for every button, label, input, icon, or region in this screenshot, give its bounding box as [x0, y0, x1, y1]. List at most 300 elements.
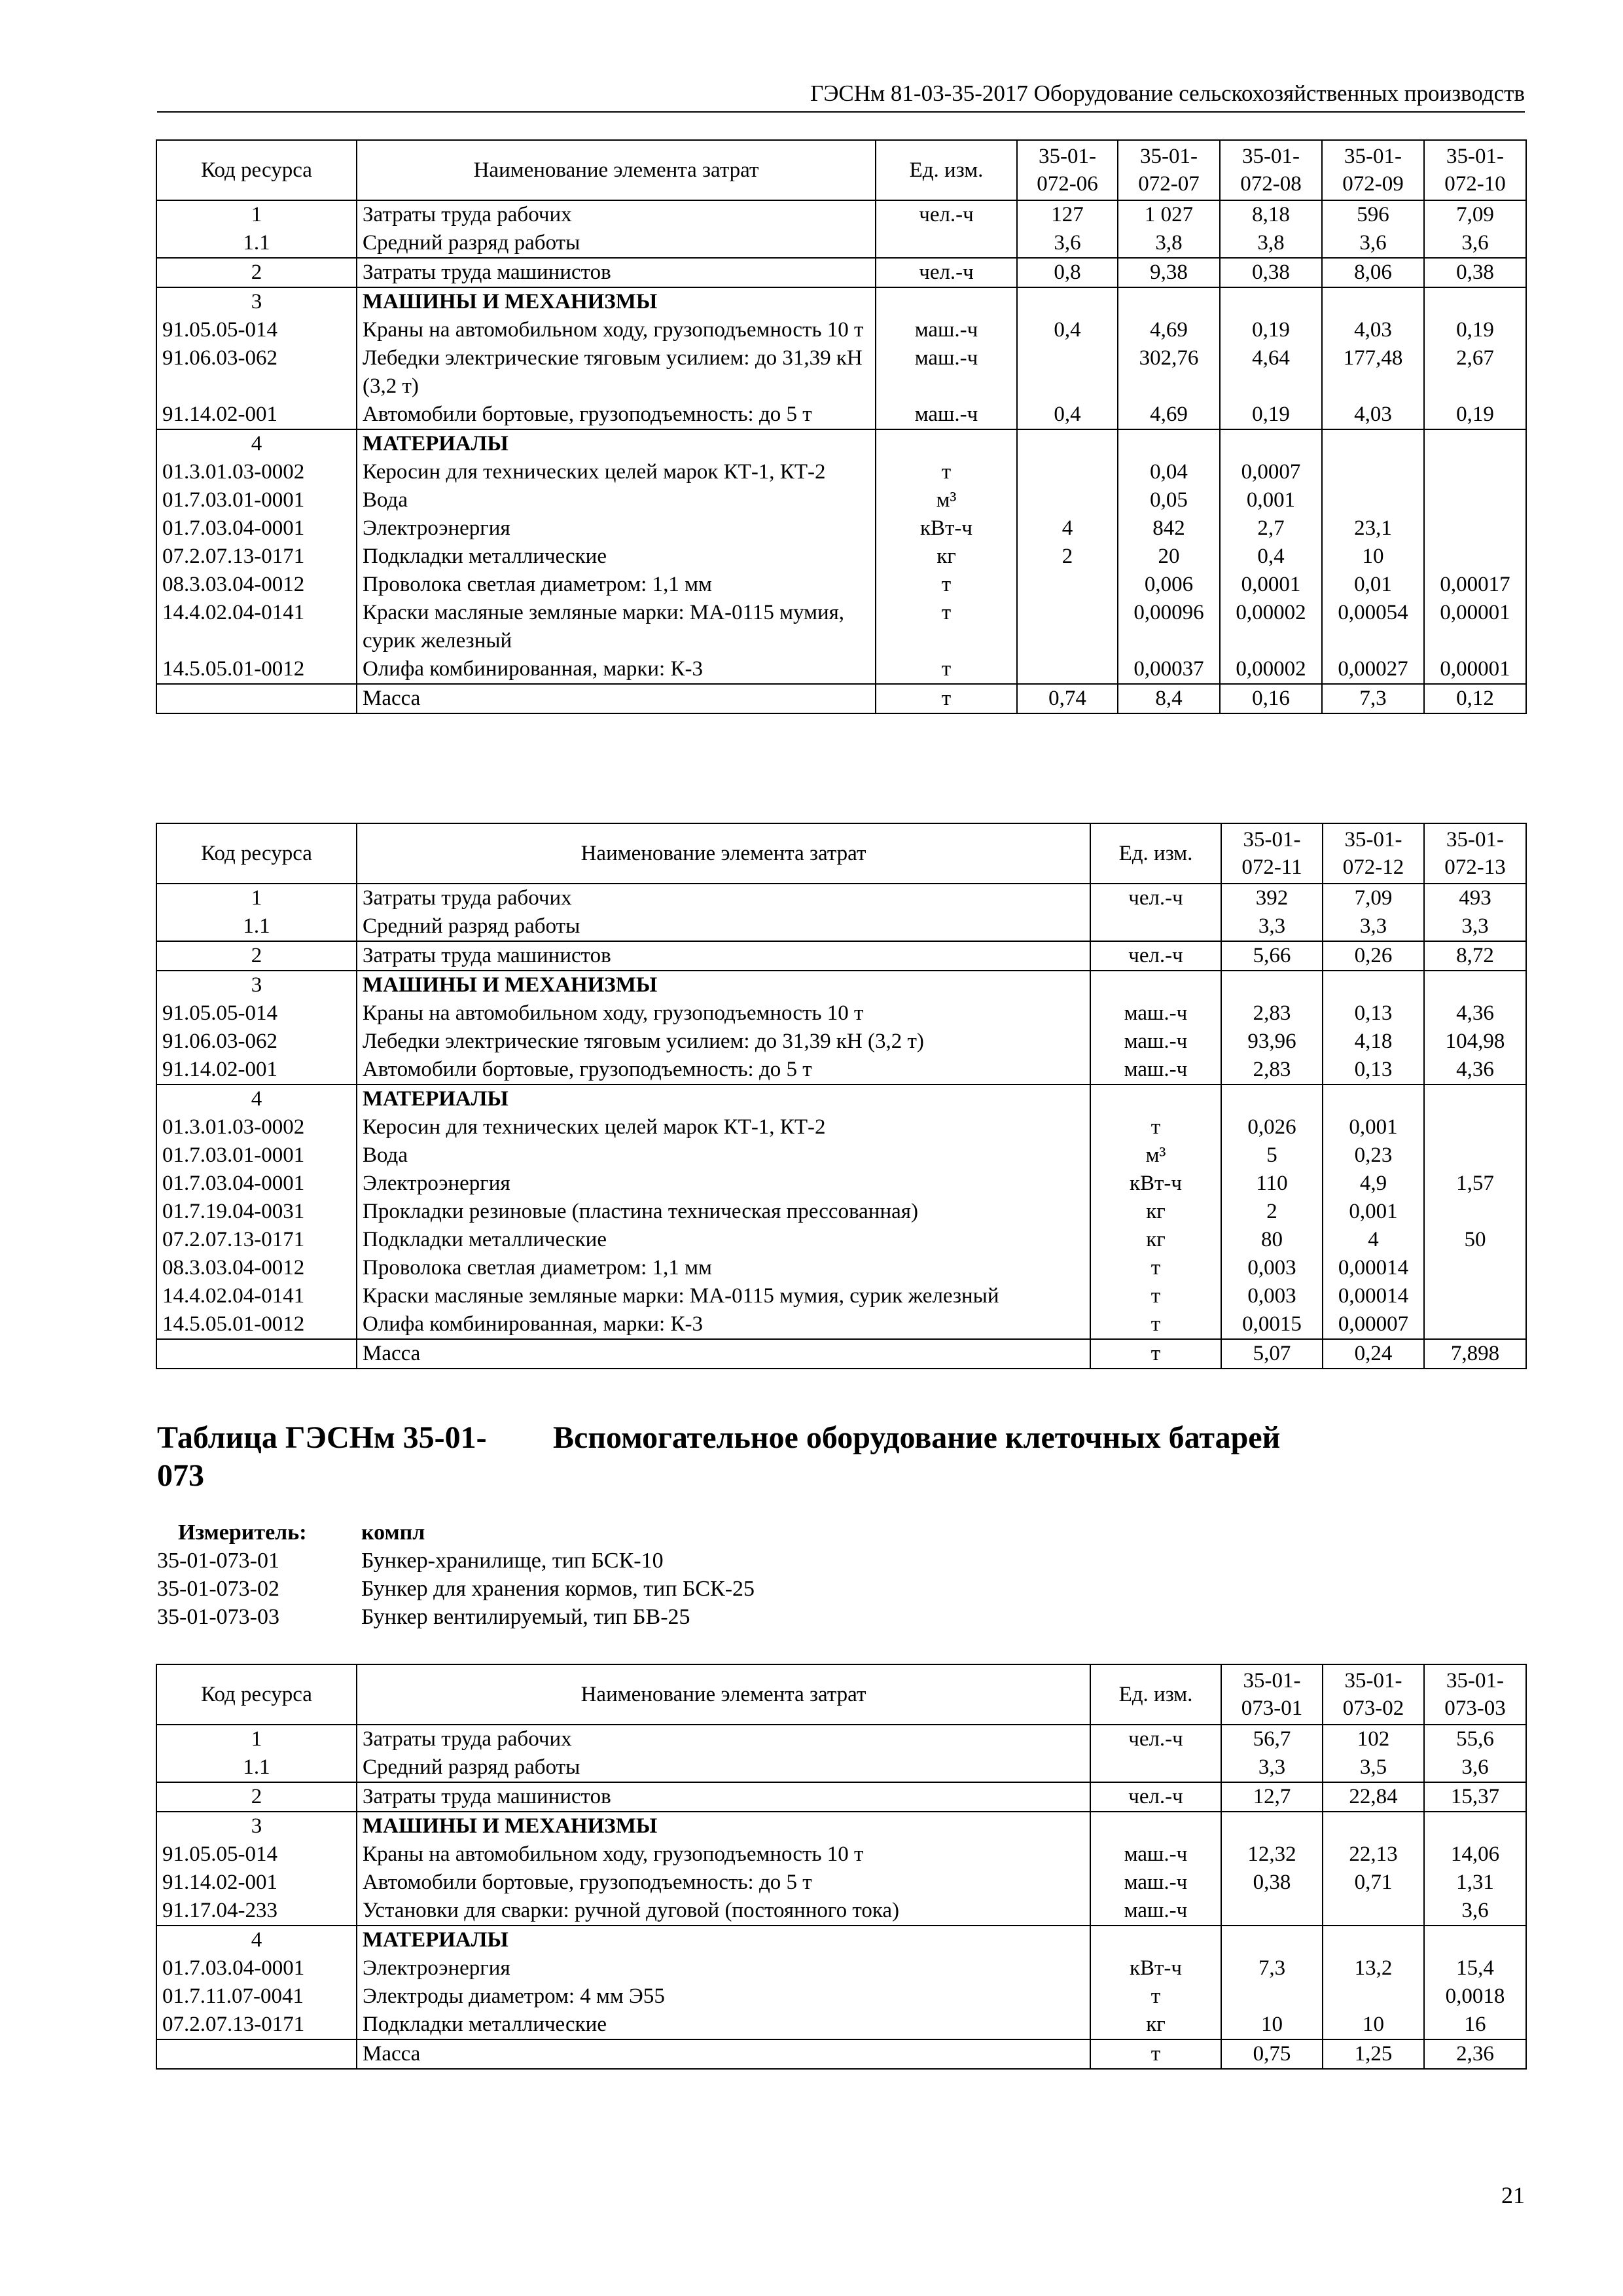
- table-row: [156, 1113, 1526, 1141]
- col-header-name: Наименование элемента затрат: [357, 823, 1090, 884]
- cost-element-name: Краски масляные земляные марки: МА-0115 мумия, сурик железный: [357, 599, 876, 655]
- value-cell: [1221, 1982, 1323, 2011]
- unit: т: [876, 655, 1017, 684]
- value-cell: 596: [1322, 200, 1424, 229]
- unit: кВт-ч: [876, 514, 1017, 543]
- resource-code: 01.7.03.04-0001: [156, 1170, 357, 1198]
- cost-element-name: Масса: [357, 1339, 1090, 1369]
- col-header-code: Код ресурса: [156, 823, 357, 884]
- value-cell: 13,2: [1323, 1954, 1424, 1982]
- table-row: [156, 912, 1526, 941]
- value-cell: 1,57: [1424, 1170, 1526, 1198]
- value-cell: 8,4: [1118, 684, 1220, 713]
- value-cell: 0,38: [1424, 258, 1526, 287]
- value-cell: [1322, 429, 1424, 458]
- unit: чел.-ч: [876, 258, 1017, 287]
- value-cell: 0,00007: [1323, 1310, 1424, 1339]
- unit: т: [876, 571, 1017, 599]
- col-header-line: 35-01-: [1446, 1669, 1504, 1693]
- measure-item-text: Бункер для хранения кормов, тип БСК-25: [361, 1577, 755, 1601]
- resource-code: 91.05.05-014: [156, 1840, 357, 1869]
- value-cell: 493: [1424, 884, 1526, 912]
- resource-code: 4: [156, 1085, 357, 1113]
- value-cell: 22,84: [1323, 1782, 1424, 1812]
- table-row: [156, 543, 1526, 571]
- unit: [876, 229, 1017, 258]
- value-cell: 177,48: [1322, 344, 1424, 401]
- unit: т: [1090, 1113, 1221, 1141]
- resource-code: 1: [156, 884, 357, 912]
- cost-element-name: Затраты труда машинистов: [357, 941, 1090, 971]
- table-row: [156, 458, 1526, 486]
- value-cell: [1017, 287, 1118, 316]
- unit: маш.-ч: [1090, 1840, 1221, 1869]
- resource-code: 4: [156, 1926, 357, 1954]
- resource-code: 3: [156, 1812, 357, 1840]
- value-cell: 0,00001: [1424, 599, 1526, 655]
- value-cell: 0,26: [1323, 941, 1424, 971]
- value-cell: [1424, 1282, 1526, 1310]
- value-cell: [1424, 1812, 1526, 1840]
- table-row: [156, 1339, 1526, 1369]
- unit: [876, 429, 1017, 458]
- table-row: [156, 684, 1526, 713]
- col-header-name: Наименование элемента затрат: [357, 140, 876, 200]
- value-cell: 4,9: [1323, 1170, 1424, 1198]
- value-cell: 3,5: [1323, 1753, 1424, 1782]
- value-cell: [1323, 1812, 1424, 1840]
- table-row: [156, 971, 1526, 999]
- table-title: Вспомогательное оборудование клеточных батарей: [553, 1420, 1281, 1455]
- value-cell: [1323, 1982, 1424, 2011]
- value-cell: 3,3: [1323, 912, 1424, 941]
- value-cell: 55,6: [1424, 1725, 1526, 1753]
- unit: т: [1090, 2039, 1221, 2069]
- cost-element-name: МАТЕРИАЛЫ: [357, 1085, 1090, 1113]
- value-cell: 392: [1221, 884, 1323, 912]
- unit: [1090, 1085, 1221, 1113]
- col-header-line: 072-11: [1241, 855, 1302, 879]
- col-header-line: 35-01-: [1039, 145, 1096, 168]
- resource-code: 91.06.03-062: [156, 1028, 357, 1056]
- resource-code: 01.7.11.07-0041: [156, 1982, 357, 2011]
- table-row: [156, 1028, 1526, 1056]
- table-row: [156, 514, 1526, 543]
- cost-element-name: МАТЕРИАЛЫ: [357, 429, 876, 458]
- resource-code: 07.2.07.13-0171: [156, 2011, 357, 2039]
- cost-element-name: Автомобили бортовые, грузоподъемность: до 5 т: [357, 1869, 1090, 1897]
- col-header-value: [1118, 140, 1220, 200]
- value-cell: 4: [1017, 514, 1118, 543]
- unit: маш.-ч: [876, 401, 1017, 429]
- cost-element-name: Лебедки электрические тяговым усилием: до 31,39 кН (3,2 т): [357, 344, 876, 401]
- unit: чел.-ч: [1090, 941, 1221, 971]
- value-cell: 4,64: [1220, 344, 1322, 401]
- col-header-value: [1323, 1664, 1424, 1725]
- value-cell: [1322, 287, 1424, 316]
- value-cell: 0,00002: [1220, 599, 1322, 655]
- col-header-line: 35-01-: [1243, 828, 1301, 852]
- value-cell: 0,13: [1323, 1056, 1424, 1085]
- value-cell: 4,03: [1322, 401, 1424, 429]
- cost-element-name: Проволока светлая диаметром: 1,1 мм: [357, 571, 876, 599]
- page-number: 21: [1501, 2182, 1525, 2208]
- value-cell: 0,4: [1017, 401, 1118, 429]
- value-cell: 2,83: [1221, 999, 1323, 1028]
- col-header-code: Код ресурса: [156, 1664, 357, 1725]
- value-cell: 1,25: [1323, 2039, 1424, 2069]
- value-cell: 3,6: [1424, 1897, 1526, 1926]
- table-row: [156, 1085, 1526, 1113]
- resource-code: 3: [156, 287, 357, 316]
- col-header-name: Наименование элемента затрат: [357, 1664, 1090, 1725]
- value-cell: 302,76: [1118, 344, 1220, 401]
- value-cell: [1017, 429, 1118, 458]
- col-header-line: 35-01-: [1242, 145, 1300, 168]
- cost-element-name: МАШИНЫ И МЕХАНИЗМЫ: [357, 1812, 1090, 1840]
- table-row: [156, 1782, 1526, 1812]
- value-cell: 23,1: [1322, 514, 1424, 543]
- value-cell: [1323, 1085, 1424, 1113]
- value-cell: 0,00054: [1322, 599, 1424, 655]
- value-cell: [1424, 287, 1526, 316]
- value-cell: 4,36: [1424, 1056, 1526, 1085]
- unit: т: [1090, 1339, 1221, 1369]
- unit: кВт-ч: [1090, 1170, 1221, 1198]
- cost-element-name: Лебедки электрические тяговым усилием: до 31,39 кН (3,2 т): [357, 1028, 1090, 1056]
- value-cell: [1017, 486, 1118, 514]
- page-header: ГЭСНм 81-03-35-2017 Оборудование сельскохозяйственных производств: [157, 77, 1525, 113]
- value-cell: 102: [1323, 1725, 1424, 1753]
- resource-code: 14.5.05.01-0012: [156, 655, 357, 684]
- resource-code: 01.7.03.04-0001: [156, 514, 357, 543]
- value-cell: 0,026: [1221, 1113, 1323, 1141]
- value-cell: 4,69: [1118, 316, 1220, 344]
- value-cell: 0,16: [1220, 684, 1322, 713]
- col-header-line: 073-02: [1342, 1696, 1404, 1720]
- table-row: [156, 316, 1526, 344]
- value-cell: 8,72: [1424, 941, 1526, 971]
- resource-code: 01.3.01.03-0002: [156, 458, 357, 486]
- col-header-unit: Ед. изм.: [1090, 823, 1221, 884]
- value-cell: 0,19: [1220, 401, 1322, 429]
- table-row: [156, 429, 1526, 458]
- resource-code: 14.4.02.04-0141: [156, 599, 357, 655]
- value-cell: 7,3: [1221, 1954, 1323, 1982]
- header-row: [156, 140, 1526, 200]
- measure-item-code: 35-01-073-01: [157, 1549, 279, 1573]
- value-cell: 7,09: [1323, 884, 1424, 912]
- table-row: [156, 401, 1526, 429]
- value-cell: 16: [1424, 2011, 1526, 2039]
- value-cell: 0,8: [1017, 258, 1118, 287]
- value-cell: [1424, 486, 1526, 514]
- value-cell: [1221, 1085, 1323, 1113]
- value-cell: [1017, 599, 1118, 655]
- value-cell: 80: [1221, 1226, 1323, 1254]
- value-cell: 127: [1017, 200, 1118, 229]
- unit: маш.-ч: [876, 316, 1017, 344]
- resource-table-073: [156, 1664, 1527, 2070]
- table-row: [156, 2039, 1526, 2069]
- unit: т: [1090, 1982, 1221, 2011]
- value-cell: 7,3: [1322, 684, 1424, 713]
- value-cell: 0,24: [1323, 1339, 1424, 1369]
- resource-code: 91.17.04-233: [156, 1897, 357, 1926]
- unit: маш.-ч: [876, 344, 1017, 401]
- value-cell: 10: [1322, 543, 1424, 571]
- cost-element-name: Проволока светлая диаметром: 1,1 мм: [357, 1254, 1090, 1282]
- value-cell: 0,75: [1221, 2039, 1323, 2069]
- resource-code: 14.5.05.01-0012: [156, 1310, 357, 1339]
- resource-code: 91.05.05-014: [156, 316, 357, 344]
- value-cell: 2,36: [1424, 2039, 1526, 2069]
- unit: маш.-ч: [1090, 1869, 1221, 1897]
- resource-code: 1.1: [156, 229, 357, 258]
- col-header-line: 35-01-: [1243, 1669, 1301, 1693]
- value-cell: 12,32: [1221, 1840, 1323, 1869]
- value-cell: 4,03: [1322, 316, 1424, 344]
- table-row: [156, 1725, 1526, 1753]
- value-cell: 0,0001: [1220, 571, 1322, 599]
- value-cell: 0,38: [1220, 258, 1322, 287]
- col-header-value: [1221, 1664, 1323, 1725]
- measure-item-text: Бункер-хранилище, тип БСК-10: [361, 1549, 664, 1573]
- unit: т: [876, 684, 1017, 713]
- value-cell: 4: [1323, 1226, 1424, 1254]
- cost-element-name: Подкладки металлические: [357, 543, 876, 571]
- cost-element-name: Олифа комбинированная, марки: К-3: [357, 655, 876, 684]
- table-row: [156, 1812, 1526, 1840]
- value-cell: 3,3: [1424, 912, 1526, 941]
- value-cell: 0,05: [1118, 486, 1220, 514]
- unit: т: [1090, 1254, 1221, 1282]
- measure-item-code: 35-01-073-03: [157, 1605, 279, 1629]
- value-cell: 10: [1323, 2011, 1424, 2039]
- resource-code: 91.14.02-001: [156, 401, 357, 429]
- value-cell: 3,3: [1221, 1753, 1323, 1782]
- table-row: [156, 941, 1526, 971]
- col-header-line: 35-01-: [1140, 145, 1198, 168]
- col-header-value: [1323, 823, 1424, 884]
- value-cell: 8,18: [1220, 200, 1322, 229]
- table-row: [156, 1141, 1526, 1170]
- resource-code: 1: [156, 200, 357, 229]
- col-header-line: 35-01-: [1446, 145, 1504, 168]
- value-cell: 9,38: [1118, 258, 1220, 287]
- value-cell: 93,96: [1221, 1028, 1323, 1056]
- table-row: [156, 1982, 1526, 2011]
- value-cell: [1322, 486, 1424, 514]
- value-cell: [1424, 458, 1526, 486]
- col-header-line: 072-09: [1342, 172, 1404, 196]
- table-row: [156, 1926, 1526, 1954]
- value-cell: [1424, 514, 1526, 543]
- value-cell: [1424, 1141, 1526, 1170]
- value-cell: 2,7: [1220, 514, 1322, 543]
- value-cell: 1 027: [1118, 200, 1220, 229]
- value-cell: [1323, 1897, 1424, 1926]
- value-cell: 2,67: [1424, 344, 1526, 401]
- cost-element-name: МАШИНЫ И МЕХАНИЗМЫ: [357, 287, 876, 316]
- value-cell: 7,898: [1424, 1339, 1526, 1369]
- cost-element-name: Краны на автомобильном ходу, грузоподъемность 10 т: [357, 1840, 1090, 1869]
- resource-code: 1: [156, 1725, 357, 1753]
- table-row: [156, 599, 1526, 655]
- value-cell: [1221, 971, 1323, 999]
- table-row: [156, 1954, 1526, 1982]
- value-cell: 0,00037: [1118, 655, 1220, 684]
- col-header-value: [1424, 140, 1526, 200]
- cost-element-name: МАТЕРИАЛЫ: [357, 1926, 1090, 1954]
- resource-code: 01.7.03.01-0001: [156, 486, 357, 514]
- resource-code: 2: [156, 1782, 357, 1812]
- value-cell: 0,04: [1118, 458, 1220, 486]
- value-cell: 15,37: [1424, 1782, 1526, 1812]
- value-cell: 8,06: [1322, 258, 1424, 287]
- col-header-line: 35-01-: [1344, 828, 1402, 852]
- measure-value: компл: [361, 1520, 425, 1545]
- value-cell: [1424, 1113, 1526, 1141]
- resource-code: 91.05.05-014: [156, 999, 357, 1028]
- table-row: [156, 1056, 1526, 1085]
- unit: [1090, 1812, 1221, 1840]
- value-cell: 5,07: [1221, 1339, 1323, 1369]
- value-cell: 4,18: [1323, 1028, 1424, 1056]
- unit: т: [1090, 1282, 1221, 1310]
- col-header-value: [1221, 823, 1323, 884]
- resource-code: 01.7.19.04-0031: [156, 1198, 357, 1226]
- value-cell: [1424, 971, 1526, 999]
- value-cell: 3,3: [1221, 912, 1323, 941]
- table-row: [156, 1198, 1526, 1226]
- unit: т: [1090, 1310, 1221, 1339]
- table-row: [156, 999, 1526, 1028]
- col-header-line: 073-01: [1241, 1696, 1303, 1720]
- cost-element-name: Установки для сварки: ручной дуговой (постоянного тока): [357, 1897, 1090, 1926]
- unit: чел.-ч: [1090, 1782, 1221, 1812]
- cost-element-name: Электроэнергия: [357, 1954, 1090, 1982]
- unit: маш.-ч: [1090, 1897, 1221, 1926]
- resource-code: [156, 1339, 357, 1369]
- resource-code: 91.14.02-001: [156, 1869, 357, 1897]
- value-cell: 56,7: [1221, 1725, 1323, 1753]
- cost-element-name: Керосин для технических целей марок КТ-1, КТ-2: [357, 1113, 1090, 1141]
- col-header-unit: Ед. изм.: [1090, 1664, 1221, 1725]
- value-cell: 0,00014: [1323, 1282, 1424, 1310]
- unit: маш.-ч: [1090, 999, 1221, 1028]
- cost-element-name: Вода: [357, 1141, 1090, 1170]
- unit: маш.-ч: [1090, 1056, 1221, 1085]
- value-cell: [1424, 1085, 1526, 1113]
- value-cell: 0,001: [1220, 486, 1322, 514]
- header-row: [156, 823, 1526, 884]
- value-cell: [1118, 287, 1220, 316]
- col-header-line: 072-06: [1037, 172, 1098, 196]
- cost-element-name: Автомобили бортовые, грузоподъемность: до 5 т: [357, 1056, 1090, 1085]
- col-header-value: [1017, 140, 1118, 200]
- value-cell: 0,00096: [1118, 599, 1220, 655]
- value-cell: 0,23: [1323, 1141, 1424, 1170]
- unit: кг: [876, 543, 1017, 571]
- value-cell: [1017, 655, 1118, 684]
- value-cell: [1424, 1254, 1526, 1282]
- col-header-line: 072-13: [1444, 855, 1506, 879]
- value-cell: 0,0018: [1424, 1982, 1526, 2011]
- resource-code: [156, 684, 357, 713]
- resource-code: 01.7.03.01-0001: [156, 1141, 357, 1170]
- value-cell: 0,4: [1017, 316, 1118, 344]
- value-cell: 22,13: [1323, 1840, 1424, 1869]
- value-cell: 104,98: [1424, 1028, 1526, 1056]
- value-cell: 2,83: [1221, 1056, 1323, 1085]
- cost-element-name: Вода: [357, 486, 876, 514]
- unit: маш.-ч: [1090, 1028, 1221, 1056]
- value-cell: 1,31: [1424, 1869, 1526, 1897]
- unit: [1090, 912, 1221, 941]
- table-row: [156, 287, 1526, 316]
- value-cell: 0,00014: [1323, 1254, 1424, 1282]
- resource-code: 08.3.03.04-0012: [156, 571, 357, 599]
- cost-element-name: Масса: [357, 2039, 1090, 2069]
- cost-element-name: Электроды диаметром: 4 мм Э55: [357, 1982, 1090, 2011]
- cost-element-name: Затраты труда рабочих: [357, 1725, 1090, 1753]
- table-row: [156, 344, 1526, 401]
- value-cell: [1221, 1897, 1323, 1926]
- table-row: [156, 884, 1526, 912]
- value-cell: [1424, 1310, 1526, 1339]
- value-cell: 0,38: [1221, 1869, 1323, 1897]
- cost-element-name: Краны на автомобильном ходу, грузоподъемность 10 т: [357, 999, 1090, 1028]
- col-header-line: 072-08: [1240, 172, 1302, 196]
- col-header-unit: Ед. изм.: [876, 140, 1017, 200]
- table-row: [156, 1897, 1526, 1926]
- value-cell: 2: [1221, 1198, 1323, 1226]
- cost-element-name: МАШИНЫ И МЕХАНИЗМЫ: [357, 971, 1090, 999]
- value-cell: 4,69: [1118, 401, 1220, 429]
- resource-code: 07.2.07.13-0171: [156, 1226, 357, 1254]
- value-cell: 3,6: [1322, 229, 1424, 258]
- col-header-value: [1220, 140, 1322, 200]
- value-cell: 0,0007: [1220, 458, 1322, 486]
- value-cell: [1424, 1926, 1526, 1954]
- unit: м³: [876, 486, 1017, 514]
- resource-code: 08.3.03.04-0012: [156, 1254, 357, 1282]
- cost-element-name: Олифа комбинированная, марки: К-3: [357, 1310, 1090, 1339]
- table-row: [156, 229, 1526, 258]
- header-row: [156, 1664, 1526, 1725]
- col-header-line: 072-12: [1342, 855, 1404, 879]
- cost-element-name: Краны на автомобильном ходу, грузоподъемность 10 т: [357, 316, 876, 344]
- cost-element-name: Средний разряд работы: [357, 912, 1090, 941]
- resource-code: 1.1: [156, 1753, 357, 1782]
- value-cell: 4,36: [1424, 999, 1526, 1028]
- value-cell: 3,8: [1220, 229, 1322, 258]
- value-cell: 7,09: [1424, 200, 1526, 229]
- value-cell: 0,0015: [1221, 1310, 1323, 1339]
- value-cell: 0,001: [1323, 1113, 1424, 1141]
- measure-item-code: 35-01-073-02: [157, 1577, 279, 1601]
- resource-code: 14.4.02.04-0141: [156, 1282, 357, 1310]
- unit: кг: [1090, 1198, 1221, 1226]
- cost-element-name: Подкладки металлические: [357, 2011, 1090, 2039]
- cost-element-name: Средний разряд работы: [357, 1753, 1090, 1782]
- value-cell: 12,7: [1221, 1782, 1323, 1812]
- value-cell: [1118, 429, 1220, 458]
- resource-code: 01.3.01.03-0002: [156, 1113, 357, 1141]
- value-cell: 0,19: [1424, 316, 1526, 344]
- cost-element-name: Затраты труда машинистов: [357, 1782, 1090, 1812]
